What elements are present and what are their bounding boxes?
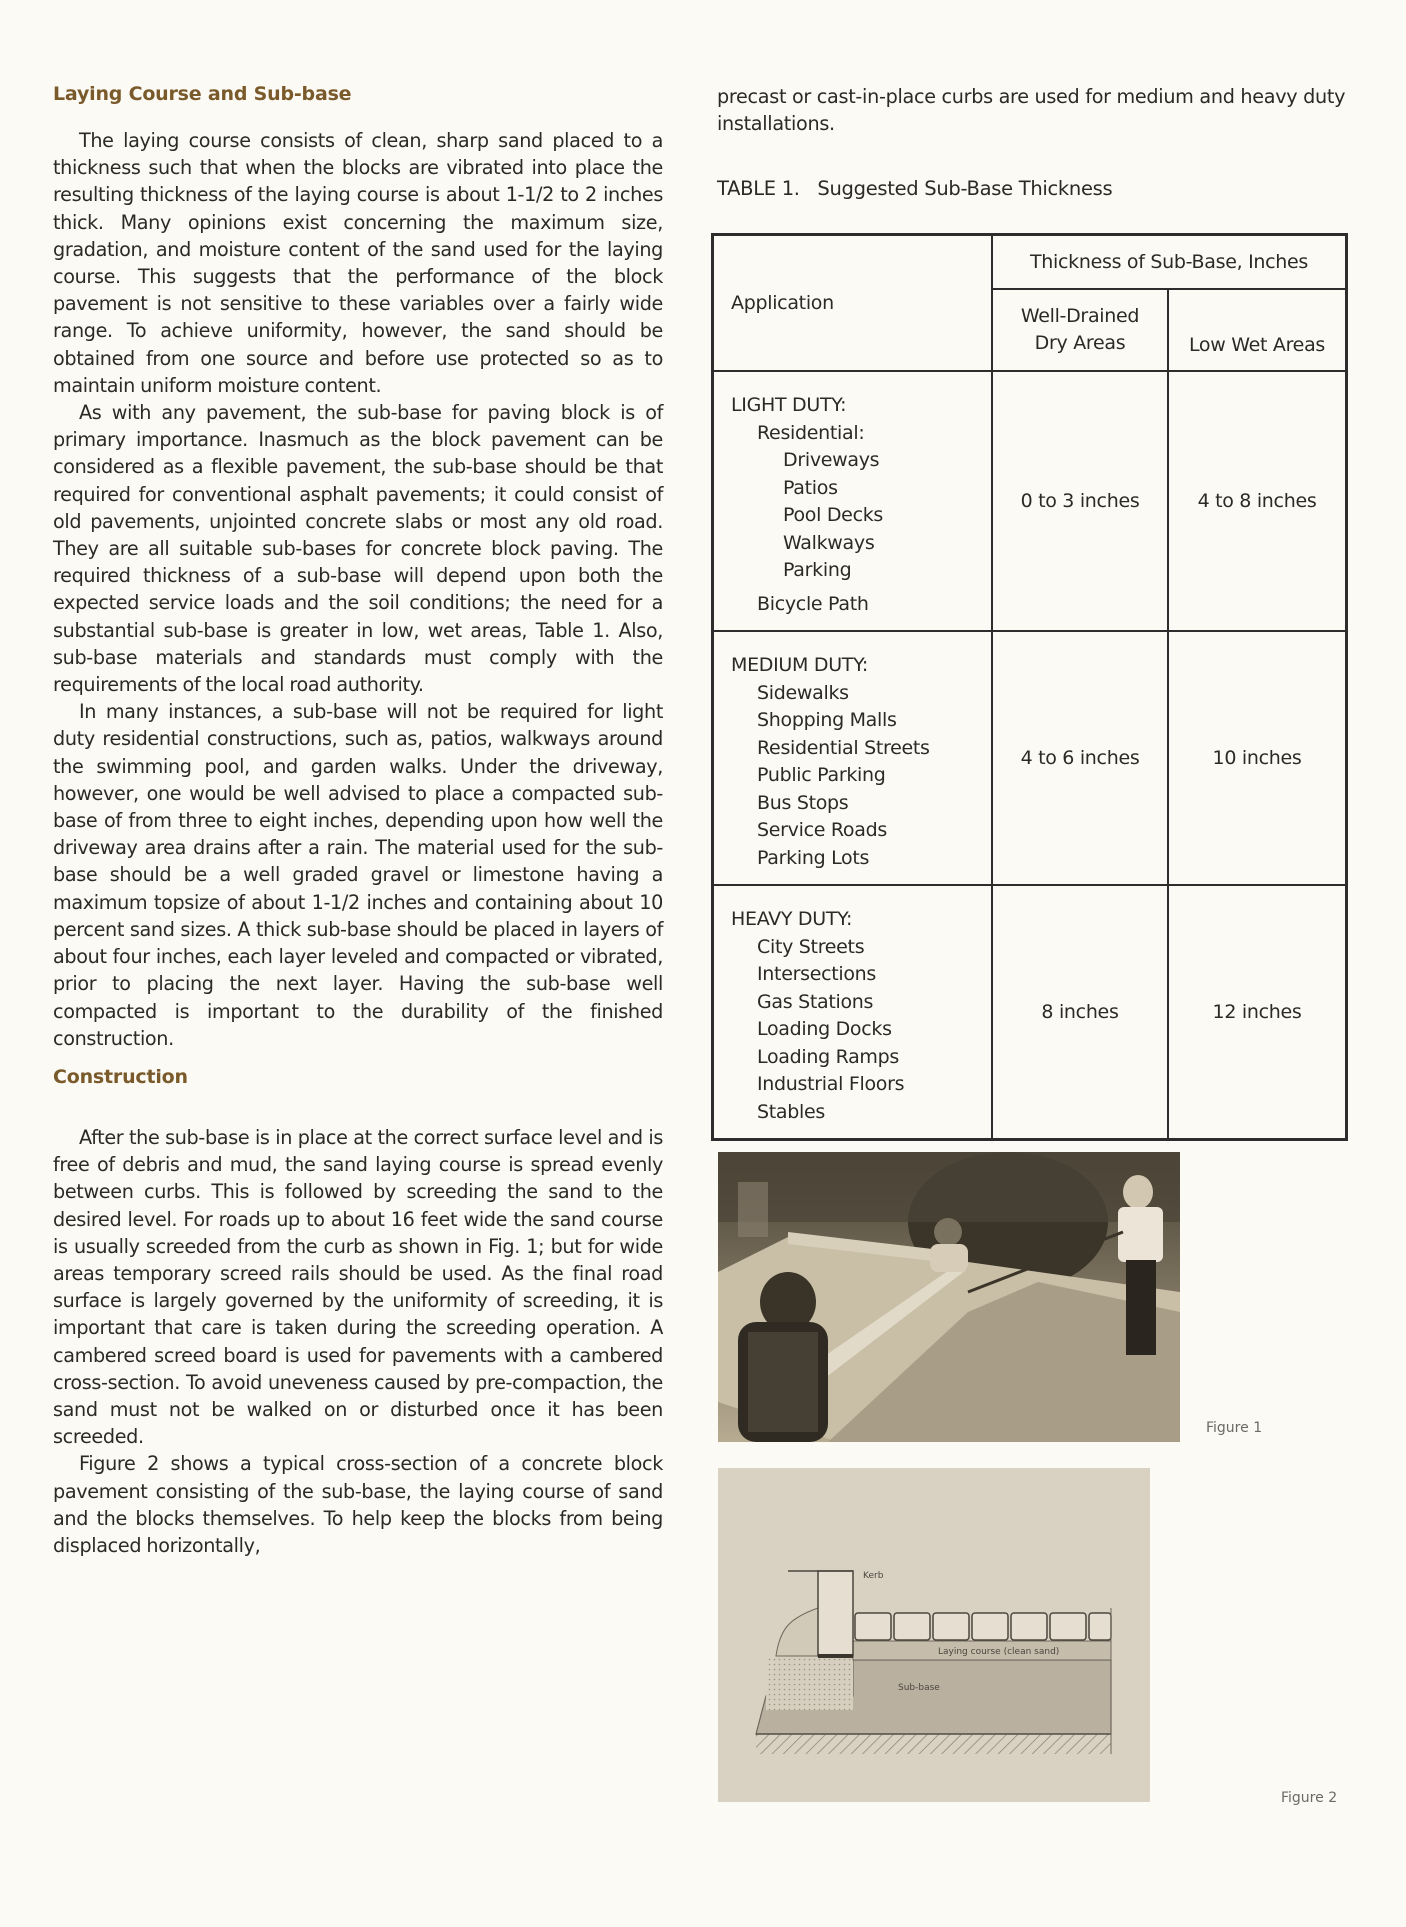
sub-base-label: Sub-base bbox=[898, 1683, 940, 1693]
table-row bbox=[713, 631, 1347, 885]
column-header-application: Application bbox=[713, 235, 993, 372]
application-item: Industrial Floors bbox=[757, 1073, 905, 1095]
dry-value-cell: 4 to 6 inches bbox=[992, 631, 1168, 885]
header-line: Well-Drained bbox=[1020, 305, 1140, 327]
application-item: Pool Decks bbox=[783, 504, 884, 526]
column-header-wet-areas: Low Wet Areas bbox=[1168, 289, 1347, 371]
paragraph: After the sub-base is in place at the correct surface level and is free of debris and mud, the sand laying course is spread evenly between curbs. This is followed by screeding the sand to the desired level. For roads up to about 16 feet wide the sand course is usually screeded from the curb as shown in Fig. 1; but for wide areas temporary screed rails should be used. As the final road surface is largely governed by the uniformity of screeding, it is important that care is taken during the screeding operation. A cambered screed board is used for pavements with a cambered cross-section. To avoid uneveness caused by pre-compaction, the sand must not be walked on or disturbed once it has been screeded. bbox=[53, 1125, 663, 1449]
wet-value-cell: 4 to 8 inches bbox=[1168, 371, 1347, 631]
table-row bbox=[713, 885, 1347, 1140]
table-row bbox=[713, 371, 1347, 631]
application-item: Public Parking bbox=[757, 764, 886, 786]
application-item: Walkways bbox=[783, 531, 875, 554]
application-cell bbox=[713, 631, 993, 885]
wet-value-cell: 12 inches bbox=[1168, 885, 1347, 1140]
right-column bbox=[717, 83, 1347, 200]
sub-heading: Residential: bbox=[757, 421, 865, 444]
application-item: Bicycle Path bbox=[757, 592, 869, 615]
section-heading-construction: Construction bbox=[53, 1065, 188, 1088]
paragraph: In many instances, a sub-base will not be required for light duty residential constructions, such as, patios, walkways around the swimming pool, and garden walks. Under the driveway, however, one would be well advised to place a compacted sub-base of from three to eight inches, depending upon how well the driveway area drains after a rain. The material used for the sub-base should be a well graded gravel or limestone having a maximum topsize of about 1-1/2 inches and containing about 10 percent sand sizes. A thick sub-base should be placed in layers of about four inches, each layer leveled and compacted or vibrated, prior to placing the next layer. Having the sub-base well compacted is important to the durability of the finished construction. bbox=[53, 700, 663, 1050]
laying-course-label: Laying course (clean sand) bbox=[938, 1647, 1060, 1657]
screeding-photo-illustration bbox=[718, 1152, 1180, 1442]
left-column bbox=[53, 83, 663, 1559]
application-item: Loading Docks bbox=[757, 1018, 892, 1040]
kerb-label: Kerb bbox=[863, 1571, 884, 1581]
application-item: Intersections bbox=[757, 963, 877, 985]
category-label: LIGHT DUTY: bbox=[731, 394, 847, 416]
application-cell bbox=[713, 885, 993, 1140]
figure-1-photo bbox=[718, 1152, 1180, 1442]
table-caption: TABLE 1. Suggested Sub-Base Thickness bbox=[717, 177, 1113, 200]
figure-1-caption: Figure 1 bbox=[1206, 1420, 1263, 1436]
column-group-header-thickness: Thickness of Sub-Base, Inches bbox=[992, 235, 1347, 290]
dry-value-cell: 8 inches bbox=[992, 885, 1168, 1140]
application-item: City Streets bbox=[757, 935, 865, 958]
paragraph: Figure 2 shows a typical cross-section of a concrete block pavement consisting of the sub-base, the laying course of sand and the blocks themselves. To help keep the blocks from being displaced horizontally, bbox=[53, 1452, 663, 1557]
dry-value-cell: 0 to 3 inches bbox=[992, 371, 1168, 631]
paragraph: As with any pavement, the sub-base for paving block is of primary importance. Inasmuch as the block pavement can be considered as a flexible pavement, the sub-base should be that required for conventional asphalt pavements; it could consist of old pavements, unjointed concrete slabs or most any old road. They are all suitable sub-bases for concrete block paving. The required thickness of a sub-base will depend upon both the expected service loads and the soil conditions; the need for a substantial sub-base is greater in low, wet areas, Table 1. Also, sub-base materials and standards must comply with the requirements of the local road authority. bbox=[53, 401, 663, 697]
application-item: Sidewalks bbox=[757, 681, 849, 704]
paragraph: The laying course consists of clean, sharp sand placed to a thickness such that when the blocks are vibrated into place the resulting thickness of the laying course is about 1-1/2 to 2 inches thick. Many opinions exist concerning the maximum size, gradation, and moisture content of the sand used for the laying course. This suggests that the performance of the block pavement is not sensitive to these variables over a fairly wide range. To achieve uniformity, however, the sand should be obtained from one source and before use protected so as to maintain uniform moisture content. bbox=[53, 129, 663, 397]
subbase-thickness-table bbox=[711, 233, 1348, 1141]
application-item: Service Roads bbox=[757, 819, 887, 841]
application-item: Stables bbox=[757, 1100, 825, 1123]
application-item: Driveways bbox=[783, 449, 880, 471]
pavement-cross-section-diagram bbox=[718, 1468, 1150, 1802]
application-item: Bus Stops bbox=[757, 791, 849, 814]
header-line: Dry Areas bbox=[1034, 332, 1126, 354]
figure-2-cross-section bbox=[718, 1468, 1150, 1802]
wet-value-cell: 10 inches bbox=[1168, 631, 1347, 885]
application-item: Parking Lots bbox=[757, 846, 870, 869]
application-item: Loading Ramps bbox=[757, 1045, 899, 1068]
application-cell bbox=[713, 371, 993, 631]
section-heading-laying-course: Laying Course and Sub-base bbox=[53, 83, 352, 105]
application-item: Residential Streets bbox=[757, 736, 930, 759]
column-header-dry-areas bbox=[992, 289, 1168, 371]
category-label: HEAVY DUTY: bbox=[731, 908, 853, 930]
application-item: Gas Stations bbox=[757, 990, 874, 1013]
application-item: Shopping Malls bbox=[757, 709, 897, 731]
figure-2-caption: Figure 2 bbox=[1281, 1790, 1338, 1806]
application-item: Patios bbox=[783, 476, 838, 499]
application-item: Parking bbox=[783, 559, 852, 581]
continuation-paragraph: precast or cast-in-place curbs are used for medium and heavy duty installations. bbox=[717, 85, 1346, 135]
category-label: MEDIUM DUTY: bbox=[731, 654, 868, 676]
